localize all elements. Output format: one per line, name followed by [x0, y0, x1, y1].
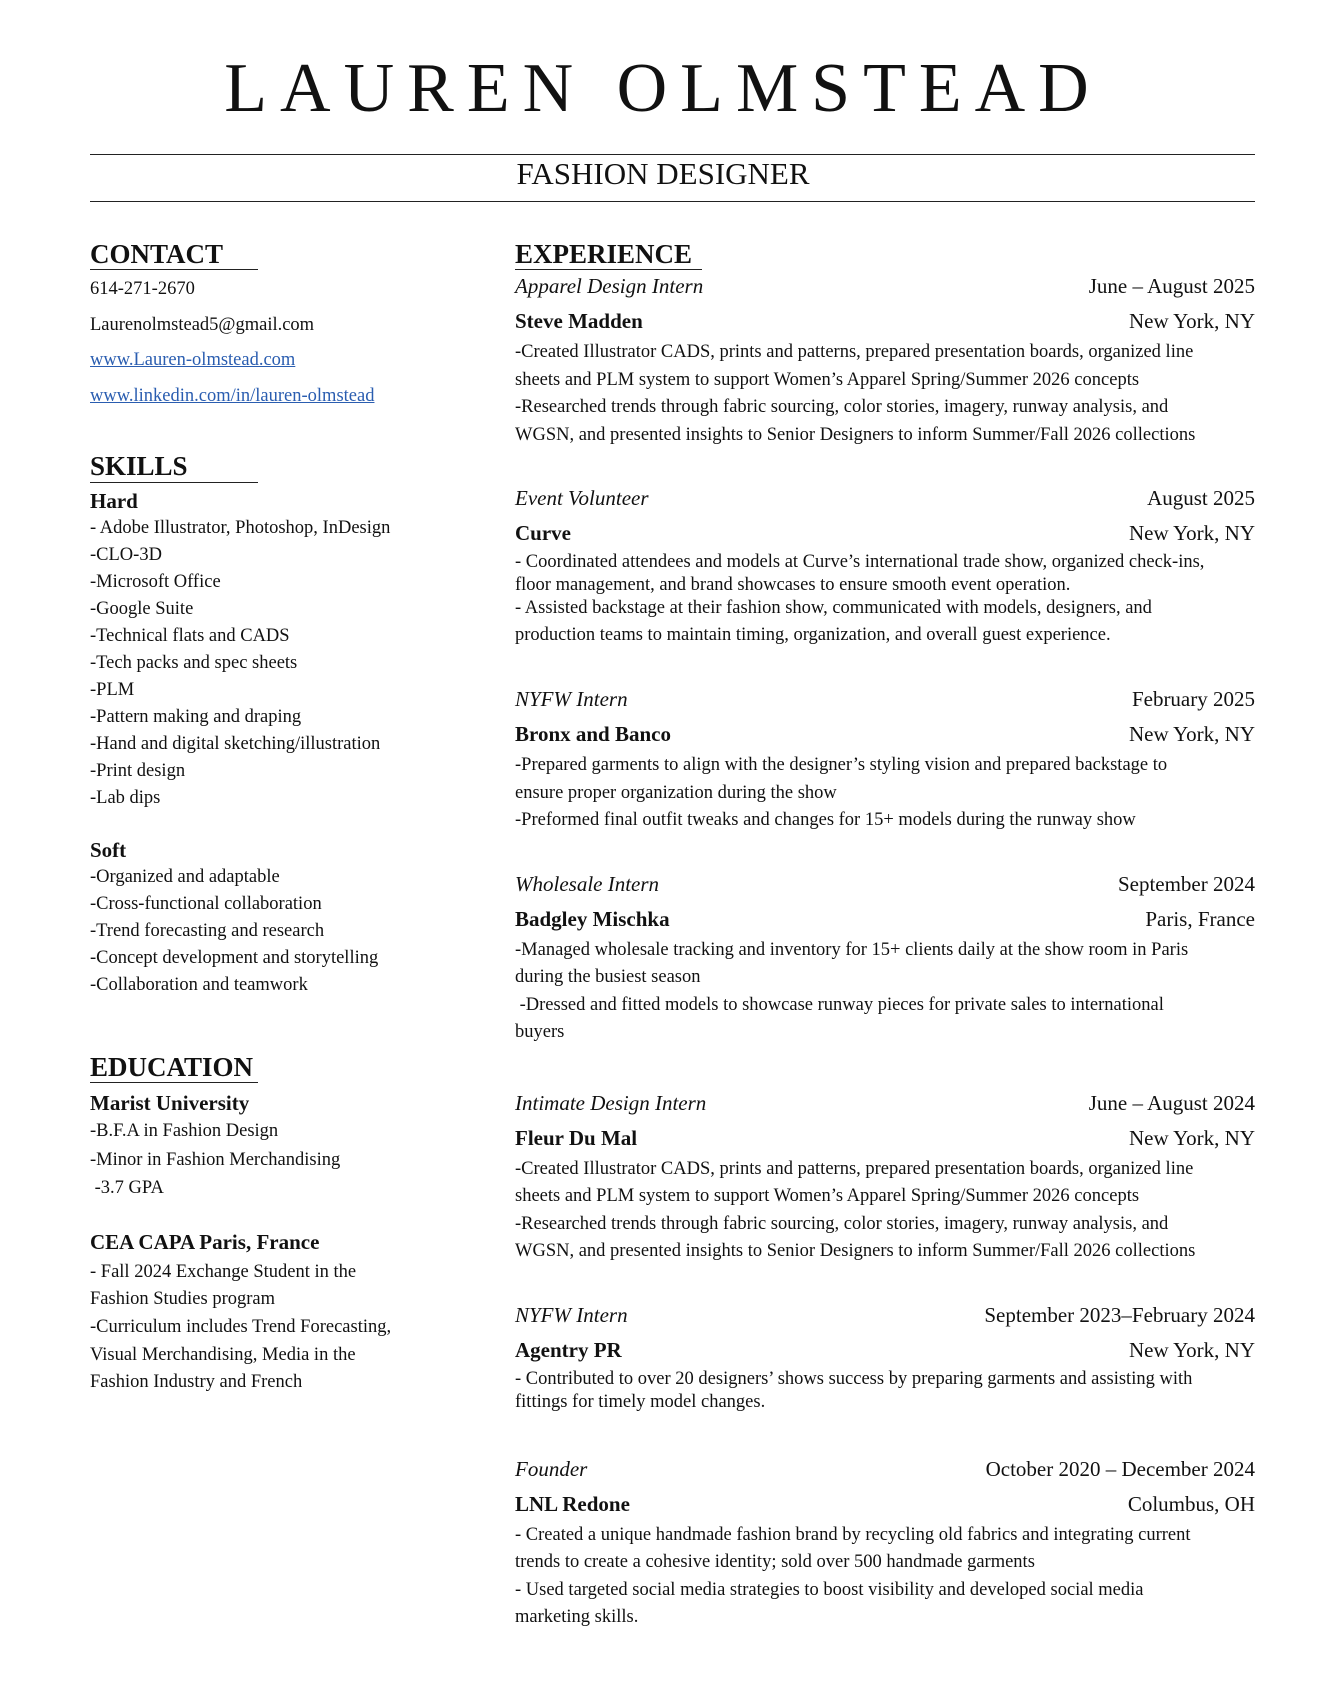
- job-role: NYFW Intern: [515, 1302, 628, 1327]
- list-item: -Minor in Fashion Merchandising: [90, 1149, 341, 1170]
- list-item: -CLO-3D: [90, 544, 162, 565]
- job-date: June – August 2024: [1088, 1090, 1255, 1115]
- contact-section: [90, 240, 450, 414]
- list-item: -Concept development and storytelling: [90, 947, 379, 968]
- right-column: [515, 240, 1255, 1632]
- soft-skills-heading: Soft: [90, 837, 127, 862]
- job-location: Columbus, OH: [1127, 1491, 1255, 1516]
- job-location: New York, NY: [1128, 309, 1255, 334]
- experience-entry: [515, 1299, 1255, 1414]
- job-company: Badgley Mischka: [515, 906, 670, 931]
- job-detail: sheets and PLM system to support Women’s Apparel Spring/Summer 2026 concepts: [515, 369, 1140, 390]
- school-name: CEA CAPA Paris, France: [90, 1229, 320, 1254]
- job-detail: trends to create a cohesive identity; sold over 500 handmade garments: [515, 1552, 1035, 1573]
- hard-skills-list: [90, 515, 450, 812]
- job-role: Intimate Design Intern: [515, 1090, 707, 1115]
- list-item: Fashion Industry and French: [90, 1371, 303, 1392]
- list-item: -Print design: [90, 760, 186, 781]
- job-date: September 2023–February 2024: [984, 1302, 1255, 1327]
- job-detail: WGSN, and presented insights to Senior Designers to inform Summer/Fall 2026 collections: [515, 1241, 1196, 1262]
- job-detail: floor management, and brand showcases to ensure smooth event operation.: [515, 575, 1071, 596]
- job-detail: sheets and PLM system to support Women’s Apparel Spring/Summer 2026 concepts: [515, 1186, 1140, 1207]
- job-detail: -Researched trends through fabric sourcing, color stories, imagery, runway analysis, and: [515, 397, 1169, 418]
- job-company: Bronx and Banco: [515, 722, 671, 747]
- job-detail: - Assisted backstage at their fashion show, communicated with models, designers, and: [515, 598, 1152, 619]
- list-item: -B.F.A in Fashion Design: [90, 1121, 279, 1142]
- skills-heading: SKILLS: [90, 452, 258, 482]
- list-item: -Curriculum includes Trend Forecasting,: [90, 1316, 392, 1337]
- experience-entry: [515, 1087, 1255, 1266]
- experience-heading: EXPERIENCE: [515, 240, 702, 270]
- job-role: NYFW Intern: [515, 687, 628, 712]
- list-item: -Lab dips: [90, 787, 161, 808]
- job-date: June – August 2025: [1088, 274, 1255, 299]
- education-section: [90, 1053, 450, 1396]
- job-detail: - Used targeted social media strategies to boost visibility and developed social media: [515, 1579, 1144, 1600]
- contact-heading: CONTACT: [90, 240, 258, 270]
- job-detail: WGSN, and presented insights to Senior Designers to inform Summer/Fall 2026 collections: [515, 424, 1196, 445]
- job-location: Paris, France: [1145, 906, 1255, 931]
- list-item: -Hand and digital sketching/illustration: [90, 733, 381, 754]
- job-role: Wholesale Intern: [515, 871, 660, 896]
- job-location: New York, NY: [1128, 1125, 1255, 1150]
- job-date: August 2025: [1147, 486, 1255, 511]
- job-detail: - Created a unique handmade fashion brand by recycling old fabrics and integrating current: [515, 1524, 1191, 1545]
- job-location: New York, NY: [1128, 722, 1255, 747]
- list-item: - Fall 2024 Exchange Student in the: [90, 1261, 357, 1282]
- job-detail: -Dressed and fitted models to showcase runway pieces for private sales to international: [515, 994, 1164, 1015]
- job-date: February 2025: [1131, 687, 1255, 712]
- experience-entry: [515, 683, 1255, 835]
- list-item: -Technical flats and CADS: [90, 625, 290, 646]
- soft-skills-list: [90, 864, 450, 999]
- experience-entry: [515, 868, 1255, 1047]
- job-role: Apparel Design Intern: [515, 274, 704, 299]
- job-location: New York, NY: [1128, 521, 1255, 546]
- job-location: New York, NY: [1128, 1337, 1255, 1362]
- job-role: Founder: [515, 1456, 588, 1481]
- left-column: [90, 240, 450, 1396]
- experience-entry: [515, 270, 1255, 449]
- job-title: FASHION DESIGNER: [516, 156, 810, 191]
- job-company: Agentry PR: [515, 1337, 622, 1362]
- header-rule-bottom: [90, 201, 1255, 202]
- header-rule-top: [90, 154, 1255, 155]
- website-link[interactable]: www.Lauren-olmstead.com: [90, 350, 296, 371]
- job-detail: ensure proper organization during the show: [515, 782, 837, 803]
- job-detail: -Preformed final outfit tweaks and changes for 15+ models during the runway show: [515, 810, 1136, 831]
- job-company: LNL Redone: [515, 1491, 630, 1516]
- job-company: Steve Madden: [515, 309, 643, 334]
- linkedin-link[interactable]: www.linkedin.com/in/lauren-olmstead: [90, 385, 375, 406]
- job-company: Curve: [515, 521, 571, 546]
- list-item: -Collaboration and teamwork: [90, 974, 308, 995]
- list-item: -3.7 GPA: [90, 1178, 164, 1199]
- experience-entry: [515, 482, 1255, 650]
- job-detail: buyers: [515, 1022, 565, 1043]
- job-company: Fleur Du Mal: [515, 1125, 638, 1150]
- job-detail: -Researched trends through fabric sourcing, color stories, imagery, runway analysis, and: [515, 1213, 1169, 1234]
- job-date: October 2020 – December 2024: [985, 1456, 1255, 1481]
- hard-skills-heading: Hard: [90, 488, 138, 513]
- job-date: September 2024: [1117, 871, 1255, 896]
- job-detail: -Prepared garments to align with the designer’s styling vision and prepared backstage to: [515, 755, 1168, 776]
- job-detail: -Created Illustrator CADS, prints and patterns, prepared presentation boards, organized line: [515, 1158, 1194, 1179]
- list-item: -Google Suite: [90, 598, 194, 619]
- job-role: Event Volunteer: [515, 486, 649, 511]
- list-item: -Tech packs and spec sheets: [90, 652, 298, 673]
- job-detail: - Contributed to over 20 designers’ shows success by preparing garments and assisting with: [515, 1368, 1193, 1389]
- job-detail: production teams to maintain timing, organization, and overall guest experience.: [515, 625, 1111, 646]
- list-item: Fashion Studies program: [90, 1288, 275, 1309]
- list-item: -Organized and adaptable: [90, 866, 280, 887]
- skills-section: [90, 452, 450, 998]
- job-detail: marketing skills.: [515, 1607, 639, 1628]
- list-item: -Cross-functional collaboration: [90, 893, 322, 914]
- job-detail: -Managed wholesale tracking and inventory for 15+ clients daily at the show room in Paris: [515, 939, 1189, 960]
- list-item: -Microsoft Office: [90, 571, 221, 592]
- list-item: Visual Merchandising, Media in the: [90, 1344, 356, 1365]
- job-detail: - Coordinated attendees and models at Curve’s international trade show, organized check-ins,: [515, 552, 1205, 573]
- email-address[interactable]: Laurenolmstead5@gmail.com: [90, 314, 315, 335]
- candidate-name: LAUREN OLMSTEAD: [224, 50, 1102, 127]
- list-item: -Pattern making and draping: [90, 706, 302, 727]
- list-item: - Adobe Illustrator, Photoshop, InDesign: [90, 517, 391, 538]
- job-detail: -Created Illustrator CADS, prints and patterns, prepared presentation boards, organized line: [515, 342, 1194, 363]
- experience-entry: [515, 1453, 1255, 1632]
- education-heading: EDUCATION: [90, 1053, 258, 1083]
- phone-number: 614-271-2670: [90, 279, 195, 300]
- list-item: -PLM: [90, 679, 135, 700]
- job-detail: during the busiest season: [515, 967, 701, 988]
- job-detail: fittings for timely model changes.: [515, 1391, 766, 1412]
- list-item: -Trend forecasting and research: [90, 920, 325, 941]
- school-name: Marist University: [90, 1091, 250, 1116]
